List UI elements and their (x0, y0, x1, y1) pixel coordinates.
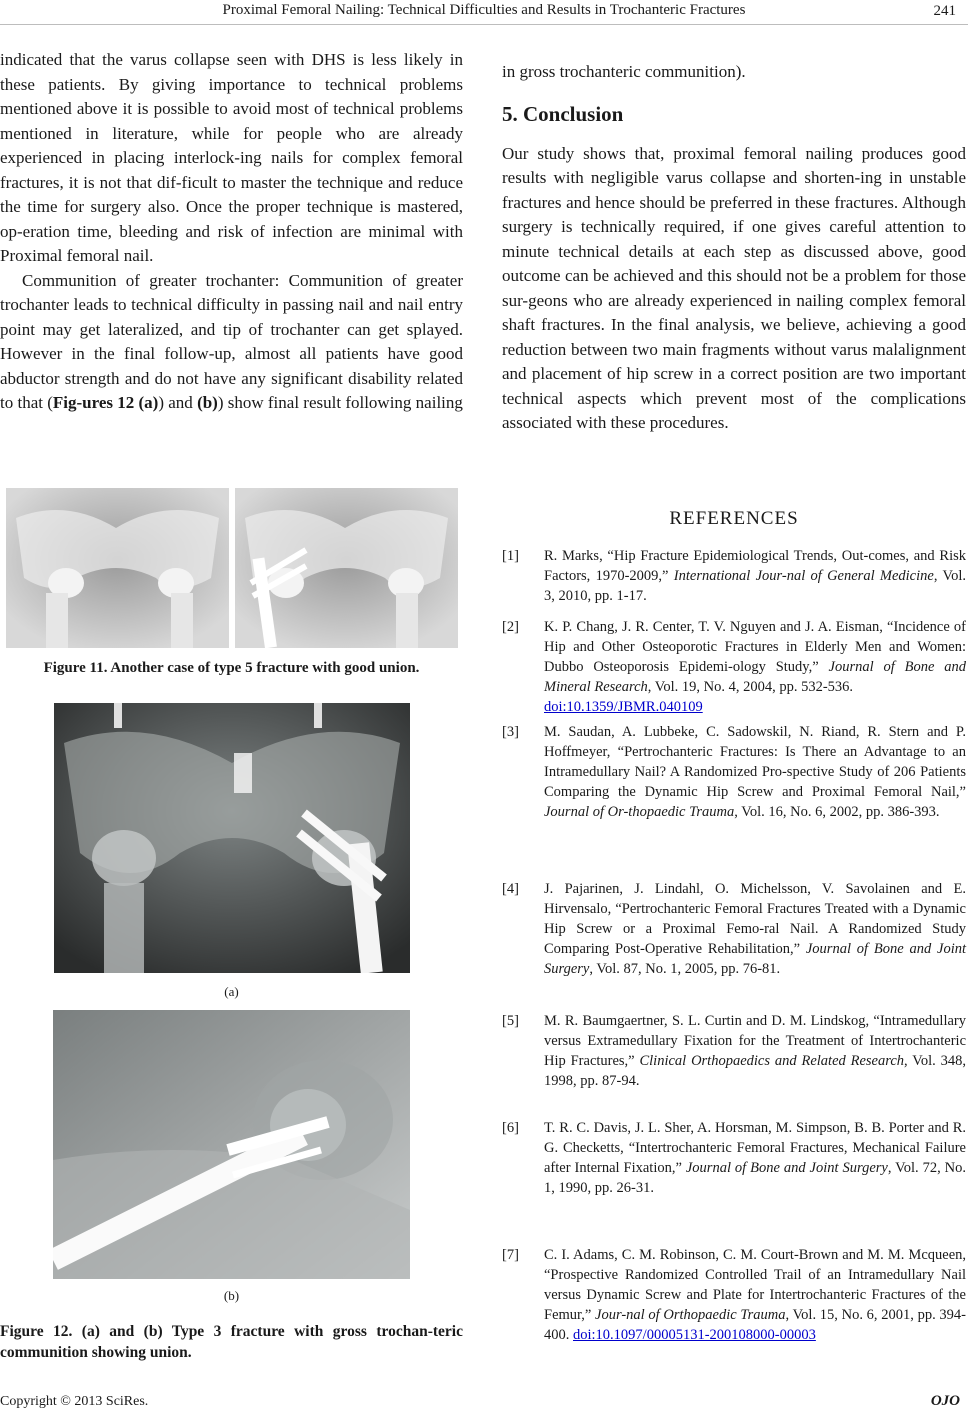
reference-details: , Vol. 3, 2010, pp. 1-17. (544, 568, 967, 604)
reference-item (502, 722, 966, 822)
reference-text (544, 1011, 966, 1091)
paragraph-conclusion: Our study shows that, proximal femoral nailing produces good results with negligible varus collapse and shorten-ing in unstable fractures and hence should be preferred in these fractures. Although surgery is technically required, if one gives careful attention to minute technical details at each step as discussed above, good outcome can be achieved and this should not be a problem for those sur-geons who are already experienced in nailing complex femoral shaft fractures. In the final analysis, we believe, achieving a good reduction between two main fragments without varus malalignment and placement of hip screw in a correct position are two important technical aspects which prevent most of the complications associated with these procedures. (502, 143, 966, 432)
para2-text-end: ) show final result following nailing (217, 393, 463, 412)
figure-12a-xray-drawing (54, 703, 410, 973)
references-heading: REFERENCES (669, 508, 799, 529)
figure-11-caption (0, 658, 463, 678)
reference-journal: Journal of Or-thopaedic Trauma (544, 804, 735, 820)
reference-journal: Journal of Bone and Joint Surgery (544, 941, 967, 977)
para2-text-start: Communition of greater trochanter: Communition of greater trochanter leads to technical difficulty in passing nail and nail entry point may get lateralized, and tip of trochanter can get splayed. However in the final follow-up, almost all patients have good abductor strength and do not have any significant disability related to that ( (0, 270, 463, 412)
reference-text (544, 722, 966, 822)
left-column (0, 48, 463, 416)
reference-journal: Jour-nal of Orthopaedic Trauma (595, 1307, 786, 1323)
page-number: 241 (933, 3, 956, 19)
reference-details: , Vol. 348, 1998, pp. 87-94. (544, 1053, 966, 1089)
figure-ref-12a[interactable]: Fig-ures 12 (a) (52, 393, 159, 412)
figure-ref-12b[interactable]: (b) (197, 393, 218, 412)
reference-authors-title: M. R. Baumgaertner, S. L. Curtin and D. M. Lindskog, “Intramedullary versus Extramedullary Fixation for the Treatment of Intertrochanteric Hip Fractures,” (544, 1013, 966, 1069)
reference-details: , Vol. 87, No. 1, 2005, pp. 76-81. (589, 961, 781, 977)
reference-number: [1] (502, 548, 519, 564)
reference-item (502, 1011, 966, 1091)
figure-11-image (6, 488, 458, 648)
figure-12b-image (53, 1010, 410, 1279)
reference-details: , Vol. 15, No. 6, 2001, pp. 394-400. (544, 1307, 966, 1343)
reference-journal: Journal of Bone and Mineral Research (544, 659, 966, 695)
figure-12-caption (0, 1321, 463, 1363)
reference-number: [6] (502, 1120, 519, 1136)
reference-journal: International Jour-nal of General Medicine (673, 568, 934, 584)
reference-text (544, 617, 966, 717)
running-title: Proximal Femoral Nailing: Technical Difficulties and Results in Trochanteric Fractures (222, 2, 746, 18)
reference-details: , Vol. 16, No. 6, 2002, pp. 386-393. (734, 804, 940, 820)
reference-journal: Journal of Bone and Joint Surgery (685, 1160, 888, 1176)
journal-abbrev: OJO (930, 1393, 960, 1409)
running-header (0, 0, 968, 25)
reference-authors-title: C. I. Adams, C. M. Robinson, C. M. Court-Brown and M. M. Mcqueen, “Prospective Randomized Controlled Trail of an Intramedullary Nail versus Dynamic Screw and Plate for Intertrochanteric Fractures of the Femur,” (544, 1247, 966, 1323)
reference-doi-link[interactable]: doi:10.1359/JBMR.040109 (544, 699, 703, 715)
right-column (502, 60, 966, 436)
reference-details: , Vol. 19, No. 4, 2004, pp. 532-536. (647, 679, 854, 695)
reference-authors-title: J. Pajarinen, J. Lindahl, O. Michelsson, V. Savolainen and E. Hirvensalo, “Pertrochanteric Femoral Fractures Treated with a Dynamic Hip Screw or a Proximal Femo-ral Nail. A Randomized Study Comparing Post-Operative Rehabilitation,” (544, 881, 966, 957)
reference-number: [5] (502, 1013, 519, 1029)
reference-text (544, 879, 966, 979)
reference-item (502, 1245, 966, 1345)
figure-12b-xray-drawing (53, 1010, 410, 1279)
reference-number: [7] (502, 1247, 519, 1263)
reference-journal: Clinical Orthopaedics and Related Research (639, 1053, 905, 1069)
para2-text-mid: ) and (158, 393, 198, 412)
reference-authors-title: R. Marks, “Hip Fracture Epidemiological Trends, Out-comes, and Risk Factors, 1970-2009,” (544, 548, 966, 584)
reference-text (544, 1118, 966, 1198)
reference-authors-title: M. Saudan, A. Lubbeke, C. Sadowskil, N. Riand, R. Stern and P. Hoffmeyer, “Pertrochanteric Fractures: Is There an Advantage to an Intramedullary Nail? A Randomized Pro-spective Study of 206 Patients Comparing the Dynamic Hip Screw and Proximal Femoral Nail,” (544, 724, 966, 800)
reference-number: [2] (502, 619, 519, 635)
section-title-conclusion: 5. Conclusion (502, 101, 624, 126)
figure-12b-label: (b) (223, 1288, 240, 1303)
reference-item (502, 879, 966, 979)
figure-12a-label: (a) (224, 984, 239, 999)
figure-12-caption-text: Figure 12. (a) and (b) Type 3 fracture with gross trochan-teric communition showing union. (0, 1323, 463, 1361)
paragraph-communition (0, 269, 463, 416)
copyright-footer: Copyright © 2013 SciRes. (0, 1394, 149, 1409)
reference-authors-title: K. P. Chang, J. R. Center, T. V. Nguyen and J. A. Eisman, “Incidence of Hip and Other Osteoporotic Fractures in Elderly Men and Women: Dubbo Osteoporosis Epidemi-ology Study,” (544, 619, 966, 675)
reference-authors-title: T. R. C. Davis, J. L. Sher, A. Horsman, M. Simpson, B. B. Porter and R. G. Checketts, “Intertrochanteric Femoral Fractures, Mechanical Failure after Internal Fixation,” (544, 1120, 966, 1176)
reference-item (502, 1118, 966, 1198)
reference-text (544, 546, 966, 606)
reference-doi-link[interactable]: doi:10.1097/00005131-200108000-00003 (573, 1327, 816, 1343)
reference-item (502, 617, 966, 717)
reference-item (502, 546, 966, 606)
paragraph-technical-problems: indicated that the varus collapse seen with DHS is less likely in these patients. By giving importance to technical problems mentioned above it is possible to avoid most of technical problems mentioned in literature, while for people who are already experienced in placing interlock-ing nails for complex femoral fractures, it is not that dif-ficult to master the technique and reduce the time for surgery also. Once the proper technique is mastered, op-eration time, bleeding and risk of infection are minimal with Proximal femoral nail. (0, 50, 463, 265)
reference-text (544, 1245, 966, 1345)
reference-details: , Vol. 72, No. 1, 1990, pp. 26-31. (544, 1160, 966, 1196)
reference-number: [3] (502, 724, 519, 740)
figure-11-xray-drawing (6, 488, 458, 648)
figure-12a-image (54, 703, 410, 973)
figure-11-caption-text: Figure 11. Another case of type 5 fracture with good union. (43, 660, 420, 676)
reference-number: [4] (502, 881, 519, 897)
paragraph-continuation: in gross trochanteric communition). (502, 62, 746, 81)
